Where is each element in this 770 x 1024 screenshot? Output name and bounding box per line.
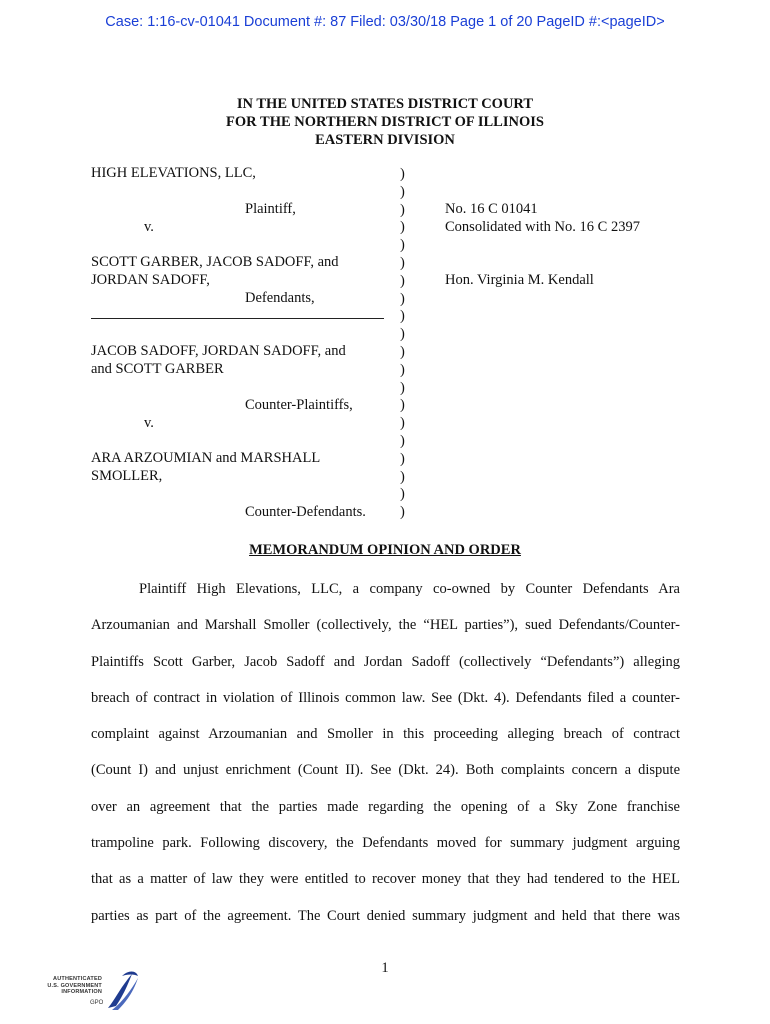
plaintiff-name: HIGH ELEVATIONS, LLC, (91, 165, 256, 181)
case-header-stamp: Case: 1:16-cv-01041 Document #: 87 Filed: 03/30/18 Page 1 of 20 PageID #:<pageID> (105, 14, 665, 30)
versus-2: v. (144, 415, 154, 431)
court-line-1: IN THE UNITED STATES DISTRICT COURT (236, 96, 534, 112)
paren: ) (400, 504, 405, 521)
counter-defendants-line-2: SMOLLER, (91, 468, 163, 484)
counter-plaintiffs-line-2: and SCOTT GARBER (91, 361, 224, 377)
paragraph-line: complaint against Arzoumanian and Smoller in this proceeding alleging breach of contract (91, 726, 680, 743)
paren: ) (400, 183, 405, 200)
defendants-line-2: JORDAN SADOFF, (91, 272, 210, 288)
defendants-line-1: SCOTT GARBER, JACOB SADOFF, and (91, 254, 339, 270)
consolidated-case: Consolidated with No. 16 C 2397 (445, 219, 640, 235)
gpo-seal-line: AUTHENTICATED (53, 976, 102, 982)
paren: ) (400, 254, 405, 271)
paren: ) (400, 219, 405, 236)
paren: ) (400, 432, 405, 449)
counter-defendants-line-1: ARA ARZOUMIAN and MARSHALL (91, 450, 321, 466)
page-number: 1 (381, 960, 389, 976)
gpo-seal-line: INFORMATION (61, 989, 102, 995)
versus-1: v. (144, 219, 154, 235)
caption-paren-column (400, 166, 405, 522)
paren: ) (400, 237, 405, 254)
paren: ) (400, 397, 405, 414)
paren: ) (400, 361, 405, 378)
paragraph-line: trampoline park. Following discovery, the Defendants moved for summary judgment arguing (91, 835, 680, 852)
paragraph-line: Arzoumanian and Marshall Smoller (collectively, the “HEL parties”), sued Defendants/Counter- (91, 617, 680, 634)
gpo-mark: GPO (90, 1000, 104, 1006)
paragraph-line: breach of contract in violation of Illinois common law. See (Dkt. 4). Defendants filed a counter- (91, 689, 680, 706)
opinion-paragraph (91, 571, 680, 934)
paragraph-line: over an agreement that the parties made regarding the opening of a Sky Zone franchise (91, 798, 680, 815)
gpo-seal-text (47, 976, 102, 996)
plaintiff-role: Plaintiff, (245, 201, 296, 217)
paragraph-line: Plaintiff High Elevations, LLC, a company co-owned by Counter Defendants Ara (139, 581, 680, 597)
document-title: MEMORANDUM OPINION AND ORDER (249, 542, 521, 558)
paren: ) (400, 166, 405, 182)
counter-defendants-role: Counter-Defendants. (245, 504, 366, 520)
paren: ) (400, 415, 405, 432)
court-heading (0, 95, 770, 149)
paren: ) (400, 468, 405, 485)
case-number: No. 16 C 01041 (445, 201, 538, 217)
paren: ) (400, 326, 405, 343)
counter-plaintiffs-line-1: JACOB SADOFF, JORDAN SADOFF, and (91, 343, 346, 359)
caption-divider (91, 318, 384, 319)
gpo-seal-line: U.S. GOVERNMENT (47, 982, 102, 989)
paren: ) (400, 272, 405, 289)
defendants-role: Defendants, (245, 290, 315, 306)
paragraph-line: Plaintiffs Scott Garber, Jacob Sadoff and Jordan Sadoff (collectively “Defendants”) alleging (91, 653, 680, 670)
paragraph-line: that as a matter of law they were entitled to recover money that they had tendered to the HEL (91, 871, 680, 888)
paren: ) (400, 290, 405, 307)
eagle-icon (102, 968, 142, 1013)
gpo-authentication-seal (40, 968, 140, 1013)
counter-plaintiffs-role: Counter-Plaintiffs, (245, 397, 353, 413)
paragraph-line: (Count I) and unjust enrichment (Count II). See (Dkt. 24). Both complaints concern a dispute (91, 762, 680, 779)
judge-name: Hon. Virginia M. Kendall (445, 272, 594, 288)
paren: ) (400, 308, 405, 325)
paragraph-line: parties as part of the agreement. The Court denied summary judgment and held that there was (91, 907, 680, 924)
paren: ) (400, 343, 405, 360)
court-line-3: EASTERN DIVISION (315, 132, 455, 148)
paren: ) (400, 450, 405, 467)
paren: ) (400, 379, 405, 396)
court-line-2: FOR THE NORTHERN DISTRICT OF ILLINOIS (226, 114, 544, 130)
paren: ) (400, 201, 405, 218)
paren: ) (400, 486, 405, 503)
